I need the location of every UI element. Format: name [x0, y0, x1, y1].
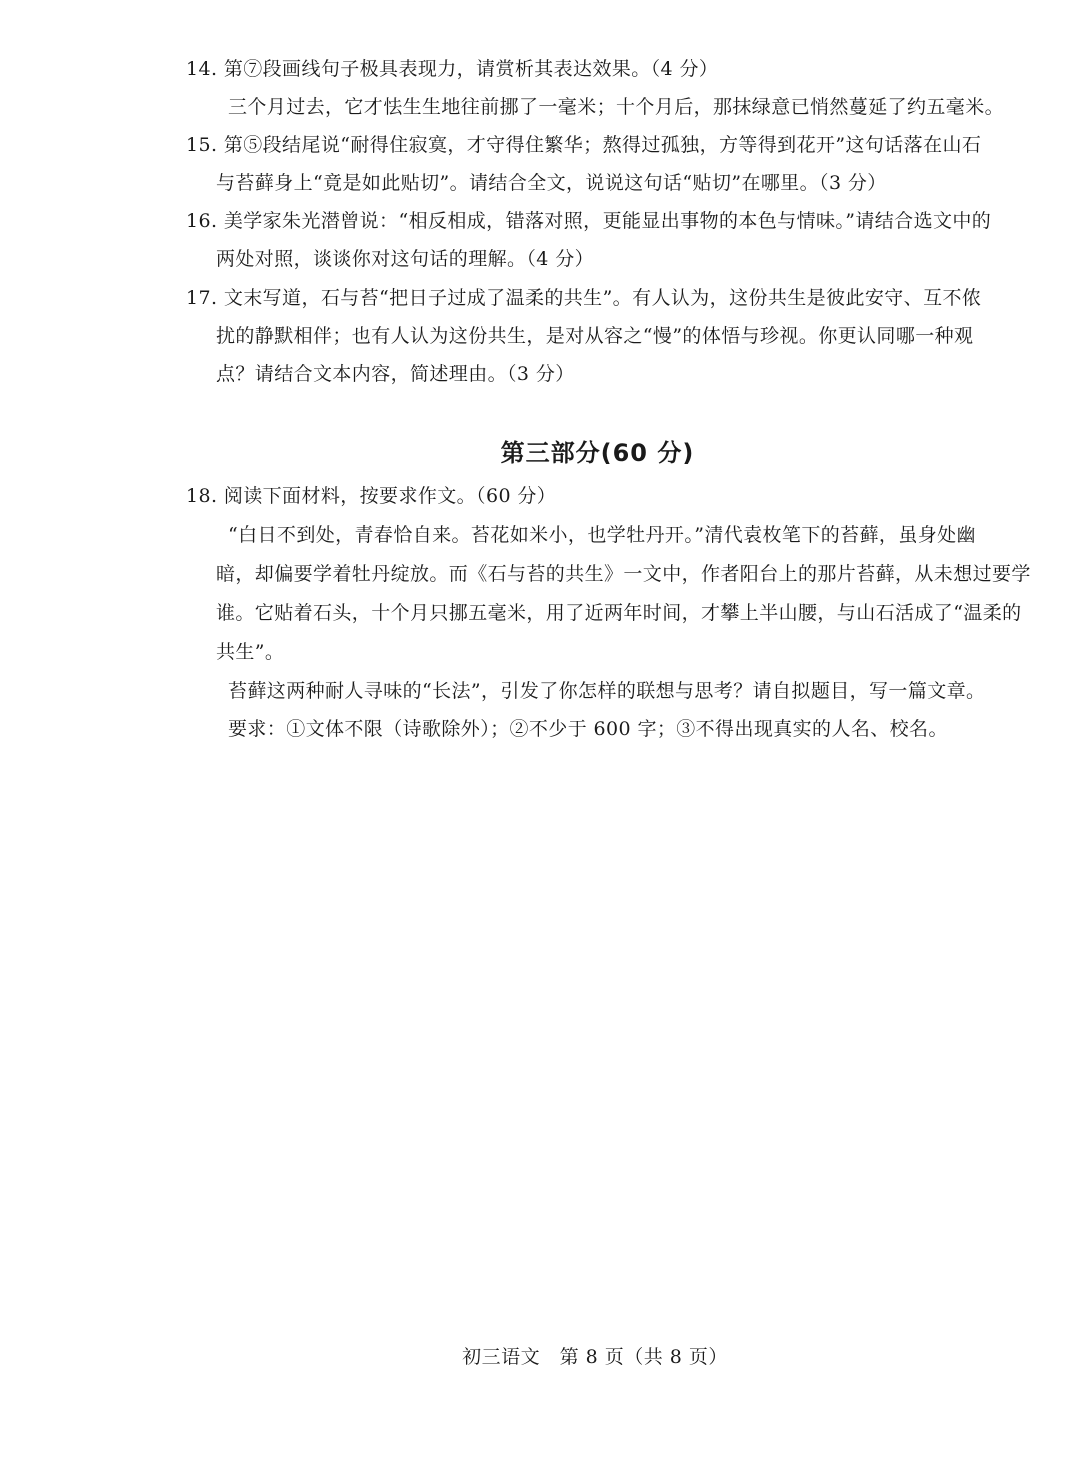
question-16: 16. 美学家朱光潜曾说：“相反相成，错落对照，更能显出事物的本色与情味。”请结合选文中的: [186, 210, 992, 232]
page-footer: 初三语文 第 8 页（共 8 页）: [462, 1346, 728, 1368]
question-17-continued-1: 扰的静默相伴；也有人认为这份共生，是对从容之“慢”的体悟与珍视。你更认同哪一种观: [216, 325, 974, 347]
material-line-3: 谁。它贴着石头，十个月只挪五毫米，用了近两年时间，才攀上半山腰，与山石活成了“温柔的: [216, 602, 1022, 624]
question-14: 14. 第⑦段画线句子极具表现力，请赏析其表达效果。（4 分）: [186, 58, 719, 80]
question-14-quote: 三个月过去，它才怯生生地往前挪了一毫米；十个月后，那抹绿意已悄然蔓延了约五毫米。: [228, 96, 1005, 118]
question-17-continued-2: 点？请结合文本内容，简述理由。（3 分）: [216, 363, 575, 385]
question-17: 17. 文末写道，石与苔“把日子过成了温柔的共生”。有人认为，这份共生是彼此安守、互不侬: [186, 287, 982, 309]
material-line-2: 暗，却偏要学着牡丹绽放。而《石与苔的共生》一文中，作者阳台上的那片苔藓，从未想过要学: [216, 563, 1031, 585]
question-18: 18. 阅读下面材料，按要求作文。（60 分）: [186, 485, 557, 507]
question-15-continued: 与苔藓身上“竟是如此贴切”。请结合全文，说说这句话“贴切”在哪里。（3 分）: [216, 172, 887, 194]
material-line-4: 共生”。: [216, 641, 285, 663]
question-16-continued: 两处对照，谈谈你对这句话的理解。（4 分）: [216, 248, 595, 270]
question-15: 15. 第⑤段结尾说“耐得住寂寞，才守得住繁华；熬得过孤独，方等得到花开”这句话落在山石: [186, 134, 982, 156]
material-line-1: “白日不到处，青春恰自来。苔花如米小，也学牡丹开。”清代袁枚笔下的苔藓，虽身处幽: [228, 524, 976, 546]
essay-prompt: 苔藓这两种耐人寻味的“长法”，引发了你怎样的联想与思考？请自拟题目，写一篇文章。: [228, 680, 986, 702]
section-title: 第三部分(60 分): [500, 439, 695, 467]
essay-requirements: 要求：①文体不限（诗歌除外）；②不少于 600 字；③不得出现真实的人名、校名。: [228, 718, 948, 740]
